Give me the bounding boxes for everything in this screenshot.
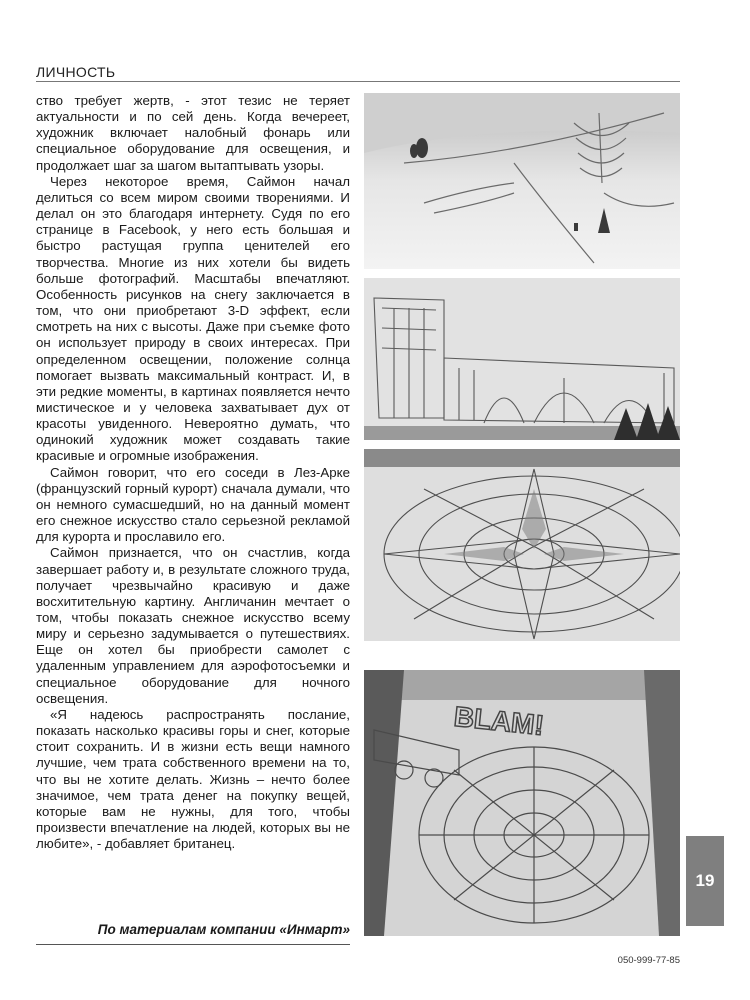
- snow-cathedral-photo: [364, 278, 680, 440]
- article-body: [36, 93, 350, 852]
- snow-text: BLAM!: [452, 700, 546, 742]
- article-paragraph: Через некоторое время, Саймон начал делиться со всем миром своими творениями. И делал он это благодаря интернету. Судя по его странице в Facebook, у него есть большая и быстро растущая группа ценителей его творчества. Многие из них хотели бы видеть больше фотографий. Масштабы впечатляют. Особенность рисунков на снегу заключается в том, что они приобретают 3-D эффект, если смотреть на них с высоты. Даже при съемке фото он использует природу в своих интересах. При определенном освещении, положение солнца помогает вызвать максимальный контраст. И, в эти редкие моменты, в картинах появляется нечто мистическое и у человека захватывает дух от красоты увиденного. Невероятно думать, что одинокий художник может создавать такие красивые и огромные изображения.: [36, 173, 350, 464]
- article-paragraph: «Я надеюсь распространять послание, показать насколько красивы горы и снег, которые стоит сохранить. И в жизни есть вещи намного лучшие, чем трата собственного времени на то, что вы не хотите делать. Жизнь – нечто более значимое, чем трата денег на покупку вещей, которые вам не нужны, для того, чтобы произвести впечатление на людей, которых вы не любите», - добавляет британец.: [36, 706, 350, 852]
- article-paragraph: Саймон говорит, что его соседи в Лез-Арке (французский горный курорт) сначала думали, что он немного сумасшедший, но на данный момент его снежное искусство стало серьезной рекламой для курорта и прославило его.: [36, 464, 350, 545]
- snow-fern-photo: [364, 93, 680, 269]
- snow-mandala-photo: [364, 449, 680, 641]
- page-number: 19: [686, 836, 724, 926]
- snow-blam-photo: [364, 670, 680, 936]
- header-divider: [36, 81, 680, 82]
- article-source: По материалам компании «Инмарт»: [97, 922, 350, 937]
- footer-phone: 050-999-77-85: [617, 955, 680, 966]
- article-paragraph: ство требует жертв, - этот тезис не теряет актуальности и по сей день. Когда вечереет, художник включает налобный фонарь или специальное оборудование для освещения, и продолжает шаг за шагом вытаптывать узоры.: [36, 93, 350, 173]
- source-divider: [36, 944, 350, 945]
- section-title: ЛИЧНОСТЬ: [36, 64, 116, 80]
- article-paragraph: Саймон признается, что он счастлив, когда завершает работу и, в результате сложного труда, получает чрезвычайно красивую и даже восхитительную картину. Англичанин мечтает о том, чтобы показать снежное искусство всему миру и серьезно задумывается о путешествиях. Еще он хотел бы приобрести самолет с удаленным управлением для аэрофотосъемки и специальное оборудование для ночного освещения.: [36, 545, 350, 706]
